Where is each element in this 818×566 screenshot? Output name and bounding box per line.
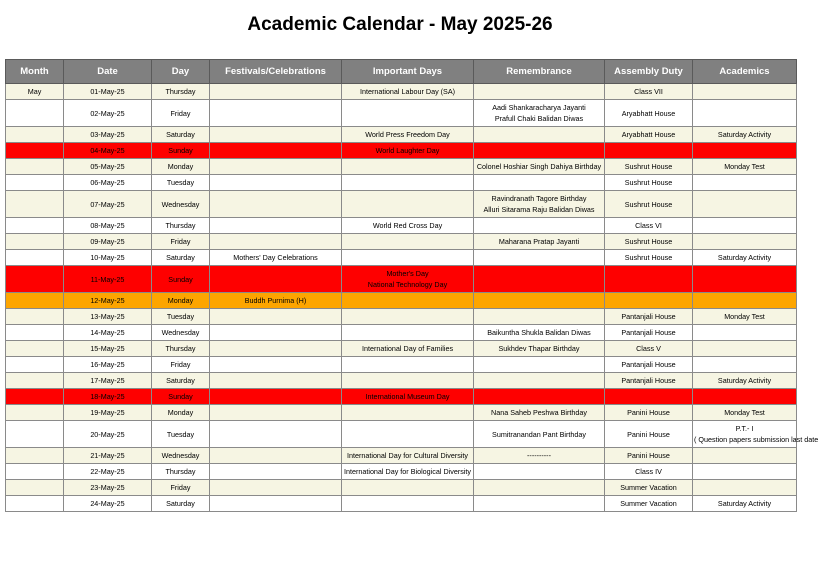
important-day-cell-line: National Technology Day xyxy=(367,280,448,289)
academics-cell xyxy=(693,234,797,250)
remembrance-cell xyxy=(474,389,605,405)
assembly-duty-cell: Sushrut House xyxy=(605,159,693,175)
important-day-cell xyxy=(342,250,474,266)
table-row xyxy=(6,143,797,159)
month-cell xyxy=(6,373,64,389)
important-day-cell xyxy=(342,421,474,448)
important-day-cell-line: International Day for Biological Diversity xyxy=(343,467,472,476)
academics-cell xyxy=(693,100,797,127)
table-row xyxy=(6,389,797,405)
assembly-duty-cell: Class VII xyxy=(605,84,693,100)
table-row xyxy=(6,159,797,175)
remembrance-cell xyxy=(474,480,605,496)
date-cell: 07-May-25 xyxy=(64,191,152,218)
festival-cell xyxy=(210,373,342,389)
remembrance-cell-line: Colonel Hoshiar Singh Dahiya Birthday xyxy=(476,162,602,171)
date-cell: 23-May-25 xyxy=(64,480,152,496)
remembrance-cell-line: Baikuntha Shukla Balidan Diwas xyxy=(487,328,591,337)
assembly-duty-cell: Pantanjali House xyxy=(605,373,693,389)
day-cell: Sunday xyxy=(152,389,210,405)
festival-cell: Mothers' Day Celebrations xyxy=(210,250,342,266)
date-cell: 19-May-25 xyxy=(64,405,152,421)
festival-cell xyxy=(210,191,342,218)
remembrance-cell xyxy=(474,100,605,127)
festival-cell xyxy=(210,127,342,143)
day-cell: Tuesday xyxy=(152,175,210,191)
assembly-duty-cell: Sushrut House xyxy=(605,234,693,250)
remembrance-cell-line: Alluri Sitarama Raju Balidan Diwas xyxy=(483,205,595,214)
table-row xyxy=(6,325,797,341)
academics-cell xyxy=(693,496,797,512)
date-cell: 16-May-25 xyxy=(64,357,152,373)
academics-cell xyxy=(693,175,797,191)
remembrance-cell-line: Maharana Pratap Jayanti xyxy=(498,237,580,246)
date-cell: 05-May-25 xyxy=(64,159,152,175)
column-header-month: Month xyxy=(6,60,64,84)
academics-cell xyxy=(693,464,797,480)
column-header-date: Date xyxy=(64,60,152,84)
academics-cell-line: ( Question papers submission last date xyxy=(694,435,818,444)
academics-cell xyxy=(693,373,797,389)
assembly-duty-cell: Sushrut House xyxy=(605,191,693,218)
remembrance-cell xyxy=(474,421,605,448)
academics-cell xyxy=(693,309,797,325)
day-cell: Saturday xyxy=(152,250,210,266)
month-cell: May xyxy=(6,84,64,100)
table-row xyxy=(6,357,797,373)
date-cell: 15-May-25 xyxy=(64,341,152,357)
festival-cell xyxy=(210,480,342,496)
festival-cell xyxy=(210,218,342,234)
day-cell: Saturday xyxy=(152,127,210,143)
month-cell xyxy=(6,250,64,266)
day-cell: Monday xyxy=(152,159,210,175)
table-row xyxy=(6,266,797,293)
important-day-cell xyxy=(342,309,474,325)
month-cell xyxy=(6,325,64,341)
assembly-duty-cell: Pantanjali House xyxy=(605,357,693,373)
table-row xyxy=(6,175,797,191)
assembly-duty-cell xyxy=(605,143,693,159)
column-header-important-days: Important Days xyxy=(342,60,474,84)
academics-cell-line: Saturday Activity xyxy=(717,376,772,385)
date-cell: 17-May-25 xyxy=(64,373,152,389)
academics-cell xyxy=(693,143,797,159)
day-cell: Monday xyxy=(152,405,210,421)
important-day-cell-line: World Press Freedom Day xyxy=(365,130,450,139)
academics-cell xyxy=(693,480,797,496)
date-cell: 09-May-25 xyxy=(64,234,152,250)
table-row xyxy=(6,250,797,266)
assembly-duty-cell: Aryabhatt House xyxy=(605,100,693,127)
important-day-cell xyxy=(342,100,474,127)
important-day-cell xyxy=(342,496,474,512)
table-row xyxy=(6,480,797,496)
assembly-duty-cell: Class VI xyxy=(605,218,693,234)
column-header-academics: Academics xyxy=(693,60,797,84)
month-cell xyxy=(6,266,64,293)
calendar-body xyxy=(6,84,818,512)
day-cell: Sunday xyxy=(152,143,210,159)
important-day-cell xyxy=(342,480,474,496)
important-day-cell xyxy=(342,293,474,309)
day-cell: Wednesday xyxy=(152,191,210,218)
table-row xyxy=(6,448,797,464)
remembrance-cell xyxy=(474,496,605,512)
day-cell: Thursday xyxy=(152,341,210,357)
important-day-cell-line: Mother's Day xyxy=(386,269,429,278)
remembrance-cell-line: Nana Saheb Peshwa Birthday xyxy=(491,408,587,417)
day-cell: Saturday xyxy=(152,373,210,389)
assembly-duty-cell: Class IV xyxy=(605,464,693,480)
academics-cell xyxy=(693,293,797,309)
remembrance-cell xyxy=(474,218,605,234)
month-cell xyxy=(6,234,64,250)
remembrance-cell xyxy=(474,464,605,480)
column-header-assembly-duty: Assembly Duty xyxy=(605,60,693,84)
festival-cell xyxy=(210,389,342,405)
day-cell: Saturday xyxy=(152,496,210,512)
academics-cell xyxy=(693,405,797,421)
academics-cell-line: Saturday Activity xyxy=(717,130,772,139)
assembly-duty-cell: Class V xyxy=(605,341,693,357)
festival-cell xyxy=(210,175,342,191)
day-cell: Tuesday xyxy=(152,421,210,448)
month-cell xyxy=(6,100,64,127)
important-day-cell-line: International Day for Cultural Diversity xyxy=(346,451,469,460)
day-cell: Wednesday xyxy=(152,325,210,341)
festival-cell xyxy=(210,341,342,357)
remembrance-cell xyxy=(474,175,605,191)
table-row xyxy=(6,191,797,218)
academics-cell xyxy=(693,357,797,373)
remembrance-cell xyxy=(474,250,605,266)
table-row xyxy=(6,421,797,448)
important-day-cell xyxy=(342,448,474,464)
column-header-day: Day xyxy=(152,60,210,84)
table-row xyxy=(6,84,797,100)
academics-cell xyxy=(693,250,797,266)
month-cell xyxy=(6,143,64,159)
remembrance-cell xyxy=(474,127,605,143)
month-cell xyxy=(6,175,64,191)
month-cell xyxy=(6,405,64,421)
date-cell: 18-May-25 xyxy=(64,389,152,405)
academics-cell-line: Saturday Activity xyxy=(717,253,772,262)
assembly-duty-cell xyxy=(605,293,693,309)
academics-cell-line: Monday Test xyxy=(724,162,765,171)
important-day-cell xyxy=(342,175,474,191)
table-row xyxy=(6,100,797,127)
festival-cell xyxy=(210,325,342,341)
important-day-cell xyxy=(342,464,474,480)
month-cell xyxy=(6,159,64,175)
academics-cell-line: Saturday Activity xyxy=(717,499,772,508)
assembly-duty-cell: Panini House xyxy=(605,448,693,464)
remembrance-cell-line: Sumitranandan Pant Birthday xyxy=(492,429,586,439)
assembly-duty-cell: Summer Vacation xyxy=(605,480,693,496)
date-cell: 08-May-25 xyxy=(64,218,152,234)
important-day-cell xyxy=(342,127,474,143)
table-row xyxy=(6,405,797,421)
date-cell: 24-May-25 xyxy=(64,496,152,512)
academics-cell-line: P.T.- I xyxy=(735,424,754,433)
assembly-duty-cell: Aryabhatt House xyxy=(605,127,693,143)
day-cell: Wednesday xyxy=(152,448,210,464)
month-cell xyxy=(6,389,64,405)
assembly-duty-cell: Sushrut House xyxy=(605,175,693,191)
festival-cell: Buddh Purnima (H) xyxy=(210,293,342,309)
date-cell: 13-May-25 xyxy=(64,309,152,325)
assembly-duty-cell xyxy=(605,266,693,293)
month-cell xyxy=(6,464,64,480)
month-cell xyxy=(6,448,64,464)
day-cell: Thursday xyxy=(152,218,210,234)
remembrance-cell xyxy=(474,448,605,464)
festival-cell xyxy=(210,405,342,421)
month-cell xyxy=(6,191,64,218)
remembrance-cell xyxy=(474,234,605,250)
academics-cell xyxy=(693,191,797,218)
table-row xyxy=(6,234,797,250)
academics-cell xyxy=(693,448,797,464)
assembly-duty-cell xyxy=(605,389,693,405)
academics-cell xyxy=(693,127,797,143)
assembly-duty-cell: Pantanjali House xyxy=(605,325,693,341)
day-cell: Friday xyxy=(152,480,210,496)
remembrance-cell xyxy=(474,357,605,373)
date-cell: 14-May-25 xyxy=(64,325,152,341)
table-row xyxy=(6,218,797,234)
table-row xyxy=(6,309,797,325)
header-row xyxy=(6,60,797,84)
day-cell: Monday xyxy=(152,293,210,309)
month-cell xyxy=(6,496,64,512)
festival-cell xyxy=(210,496,342,512)
date-cell: 20-May-25 xyxy=(64,421,152,448)
remembrance-cell xyxy=(474,293,605,309)
remembrance-cell-line: ---------- xyxy=(527,451,551,460)
academics-cell xyxy=(693,341,797,357)
date-cell: 11-May-25 xyxy=(64,266,152,293)
date-cell: 22-May-25 xyxy=(64,464,152,480)
month-cell xyxy=(6,480,64,496)
remembrance-cell xyxy=(474,309,605,325)
academics-cell xyxy=(693,159,797,175)
important-day-cell-line: International Museum Day xyxy=(365,392,450,401)
month-cell xyxy=(6,218,64,234)
important-day-cell xyxy=(342,341,474,357)
festival-cell xyxy=(210,309,342,325)
remembrance-cell-line: Ravindranath Tagore Birthday xyxy=(491,194,587,203)
day-cell: Friday xyxy=(152,100,210,127)
academics-cell-line: Monday Test xyxy=(724,408,765,417)
remembrance-cell xyxy=(474,266,605,293)
day-cell: Thursday xyxy=(152,84,210,100)
important-day-cell xyxy=(342,84,474,100)
month-cell xyxy=(6,293,64,309)
festival-cell xyxy=(210,100,342,127)
date-cell: 04-May-25 xyxy=(64,143,152,159)
remembrance-cell xyxy=(474,373,605,389)
day-cell: Friday xyxy=(152,357,210,373)
important-day-cell-line: International Day of Families xyxy=(361,344,454,353)
date-cell: 01-May-25 xyxy=(64,84,152,100)
academics-cell-line: Monday Test xyxy=(724,312,765,321)
remembrance-cell xyxy=(474,341,605,357)
assembly-duty-cell: Panini House xyxy=(605,421,693,448)
month-cell xyxy=(6,357,64,373)
academics-cell xyxy=(693,218,797,234)
date-cell: 21-May-25 xyxy=(64,448,152,464)
important-day-cell xyxy=(342,159,474,175)
academics-cell xyxy=(693,389,797,405)
important-day-cell xyxy=(342,234,474,250)
festival-cell xyxy=(210,159,342,175)
column-header-remembrance: Remembrance xyxy=(474,60,605,84)
academics-cell xyxy=(693,325,797,341)
date-cell: 03-May-25 xyxy=(64,127,152,143)
important-day-cell xyxy=(342,266,474,293)
date-cell: 12-May-25 xyxy=(64,293,152,309)
remembrance-cell xyxy=(474,191,605,218)
day-cell: Sunday xyxy=(152,266,210,293)
table-row xyxy=(6,293,797,309)
important-day-cell xyxy=(342,389,474,405)
important-day-cell-line: World Red Cross Day xyxy=(372,221,443,230)
academics-cell xyxy=(693,266,797,293)
month-cell xyxy=(6,309,64,325)
date-cell: 06-May-25 xyxy=(64,175,152,191)
calendar-table xyxy=(5,59,818,512)
festival-cell xyxy=(210,357,342,373)
date-cell: 10-May-25 xyxy=(64,250,152,266)
academics-cell xyxy=(693,84,797,100)
table-row xyxy=(6,464,797,480)
important-day-cell xyxy=(342,325,474,341)
remembrance-cell xyxy=(474,143,605,159)
important-day-cell-line: International Labour Day (SA) xyxy=(359,87,456,96)
month-cell xyxy=(6,341,64,357)
table-row xyxy=(6,373,797,389)
important-day-cell xyxy=(342,373,474,389)
festival-cell xyxy=(210,421,342,448)
important-day-cell xyxy=(342,218,474,234)
important-day-cell-line: World Laughter Day xyxy=(375,146,440,155)
academics-cell xyxy=(693,421,818,448)
festival-cell xyxy=(210,448,342,464)
table-row xyxy=(6,127,797,143)
festival-cell xyxy=(210,234,342,250)
assembly-duty-cell: Panini House xyxy=(605,405,693,421)
table-row xyxy=(6,341,797,357)
day-cell: Thursday xyxy=(152,464,210,480)
remembrance-cell xyxy=(474,325,605,341)
remembrance-cell xyxy=(474,84,605,100)
festival-cell xyxy=(210,143,342,159)
important-day-cell xyxy=(342,405,474,421)
festival-cell xyxy=(210,266,342,293)
remembrance-cell-line: Aadi Shankaracharya Jayanti xyxy=(492,103,586,112)
important-day-cell xyxy=(342,191,474,218)
month-cell xyxy=(6,127,64,143)
important-day-cell xyxy=(342,357,474,373)
remembrance-cell-line: Sukhdev Thapar Birthday xyxy=(498,344,580,353)
remembrance-cell xyxy=(474,159,605,175)
date-cell: 02-May-25 xyxy=(64,100,152,127)
assembly-duty-cell: Summer Vacation xyxy=(605,496,693,512)
page-title: Academic Calendar - May 2025-26 xyxy=(247,14,553,35)
remembrance-cell-line: Prafull Chaki Balidan Diwas xyxy=(494,114,584,123)
column-header-festivals: Festivals/Celebrations xyxy=(210,60,342,84)
month-cell xyxy=(6,421,64,448)
assembly-duty-cell: Sushrut House xyxy=(605,250,693,266)
day-cell: Tuesday xyxy=(152,309,210,325)
day-cell: Friday xyxy=(152,234,210,250)
assembly-duty-cell: Pantanjali House xyxy=(605,309,693,325)
festival-cell xyxy=(210,84,342,100)
remembrance-cell xyxy=(474,405,605,421)
important-day-cell xyxy=(342,143,474,159)
table-row xyxy=(6,496,797,512)
festival-cell xyxy=(210,464,342,480)
